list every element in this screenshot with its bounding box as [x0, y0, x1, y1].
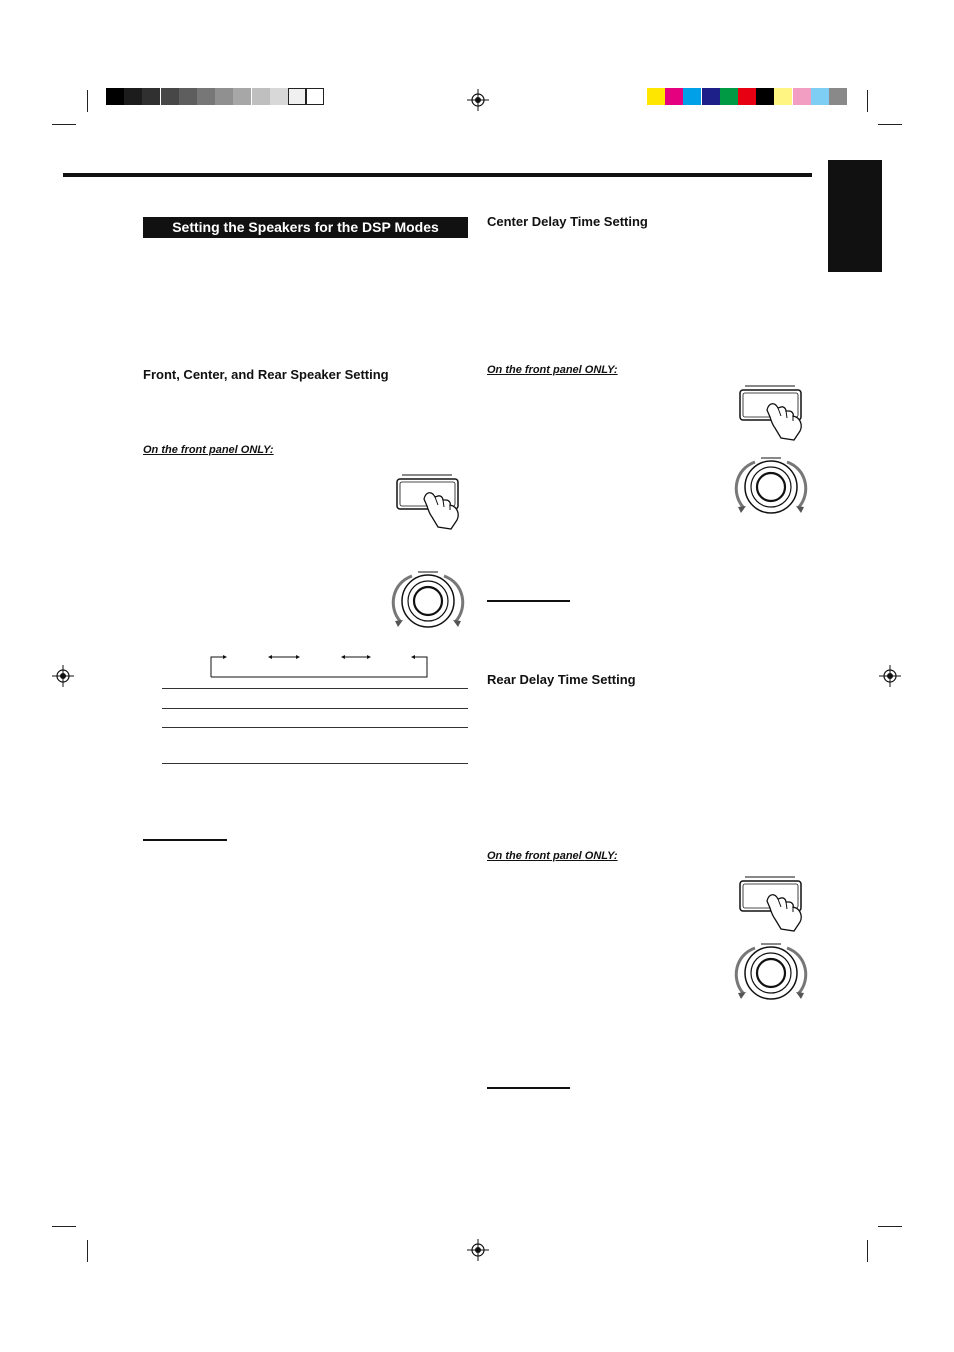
note-emphasis: ONLY: — [584, 850, 618, 862]
color-swatch — [288, 88, 306, 105]
color-swatch — [829, 88, 847, 105]
section-title: Setting the Speakers for the DSP Modes — [143, 217, 468, 238]
color-swatch — [197, 88, 215, 105]
color-swatch — [142, 88, 160, 105]
section-divider — [487, 600, 570, 602]
color-swatch — [720, 88, 738, 105]
crop-mark — [878, 1226, 902, 1227]
color-swatch — [161, 88, 179, 105]
button-press-icon — [737, 384, 809, 442]
color-swatch — [793, 88, 811, 105]
color-swatch — [306, 88, 324, 105]
color-swatch — [756, 88, 774, 105]
rotary-knob-icon — [729, 941, 813, 1003]
rear-panel-note — [487, 850, 618, 862]
crop-mark — [52, 124, 76, 125]
color-swatch — [124, 88, 142, 105]
front-center-rear-heading: Front, Center, and Rear Speaker Setting — [143, 367, 389, 382]
button-press-icon — [737, 875, 809, 933]
note-emphasis: ONLY: — [240, 444, 274, 456]
crop-mark — [52, 1226, 76, 1227]
color-swatch — [738, 88, 756, 105]
header-rule — [63, 173, 812, 177]
table-rule — [162, 688, 468, 689]
section-divider — [487, 1087, 570, 1089]
front-panel-note — [143, 444, 274, 456]
color-swatch — [647, 88, 665, 105]
center-panel-note — [487, 364, 618, 376]
color-swatch — [215, 88, 233, 105]
color-swatch — [811, 88, 829, 105]
button-press-icon — [394, 473, 466, 531]
section-divider — [143, 839, 227, 841]
crop-mark — [867, 90, 868, 112]
color-swatch — [233, 88, 251, 105]
rotary-knob-icon — [386, 569, 470, 631]
registration-target-icon — [467, 89, 489, 111]
crop-mark — [87, 1240, 88, 1262]
note-emphasis: ONLY: — [584, 364, 618, 376]
registration-target-icon — [467, 1239, 489, 1261]
color-swatch — [702, 88, 720, 105]
color-swatch — [774, 88, 792, 105]
registration-target-icon — [52, 665, 74, 687]
crop-mark — [87, 90, 88, 112]
color-swatch — [270, 88, 288, 105]
note-text: On the front panel — [143, 444, 241, 456]
center-delay-heading: Center Delay Time Setting — [487, 214, 648, 229]
crop-mark — [867, 1240, 868, 1262]
table-rule — [162, 727, 468, 728]
color-swatch — [179, 88, 197, 105]
crop-mark — [878, 124, 902, 125]
table-rule — [162, 708, 468, 709]
setting-cycle-diagram — [205, 650, 435, 682]
rotary-knob-icon — [729, 455, 813, 517]
color-swatch — [683, 88, 701, 105]
registration-target-icon — [879, 665, 901, 687]
rear-delay-heading: Rear Delay Time Setting — [487, 672, 636, 687]
color-swatch — [252, 88, 270, 105]
language-tab — [828, 160, 882, 272]
note-text: On the front panel — [487, 850, 585, 862]
note-text: On the front panel — [487, 364, 585, 376]
table-rule — [162, 763, 468, 764]
color-swatch — [665, 88, 683, 105]
color-swatch — [106, 88, 124, 105]
